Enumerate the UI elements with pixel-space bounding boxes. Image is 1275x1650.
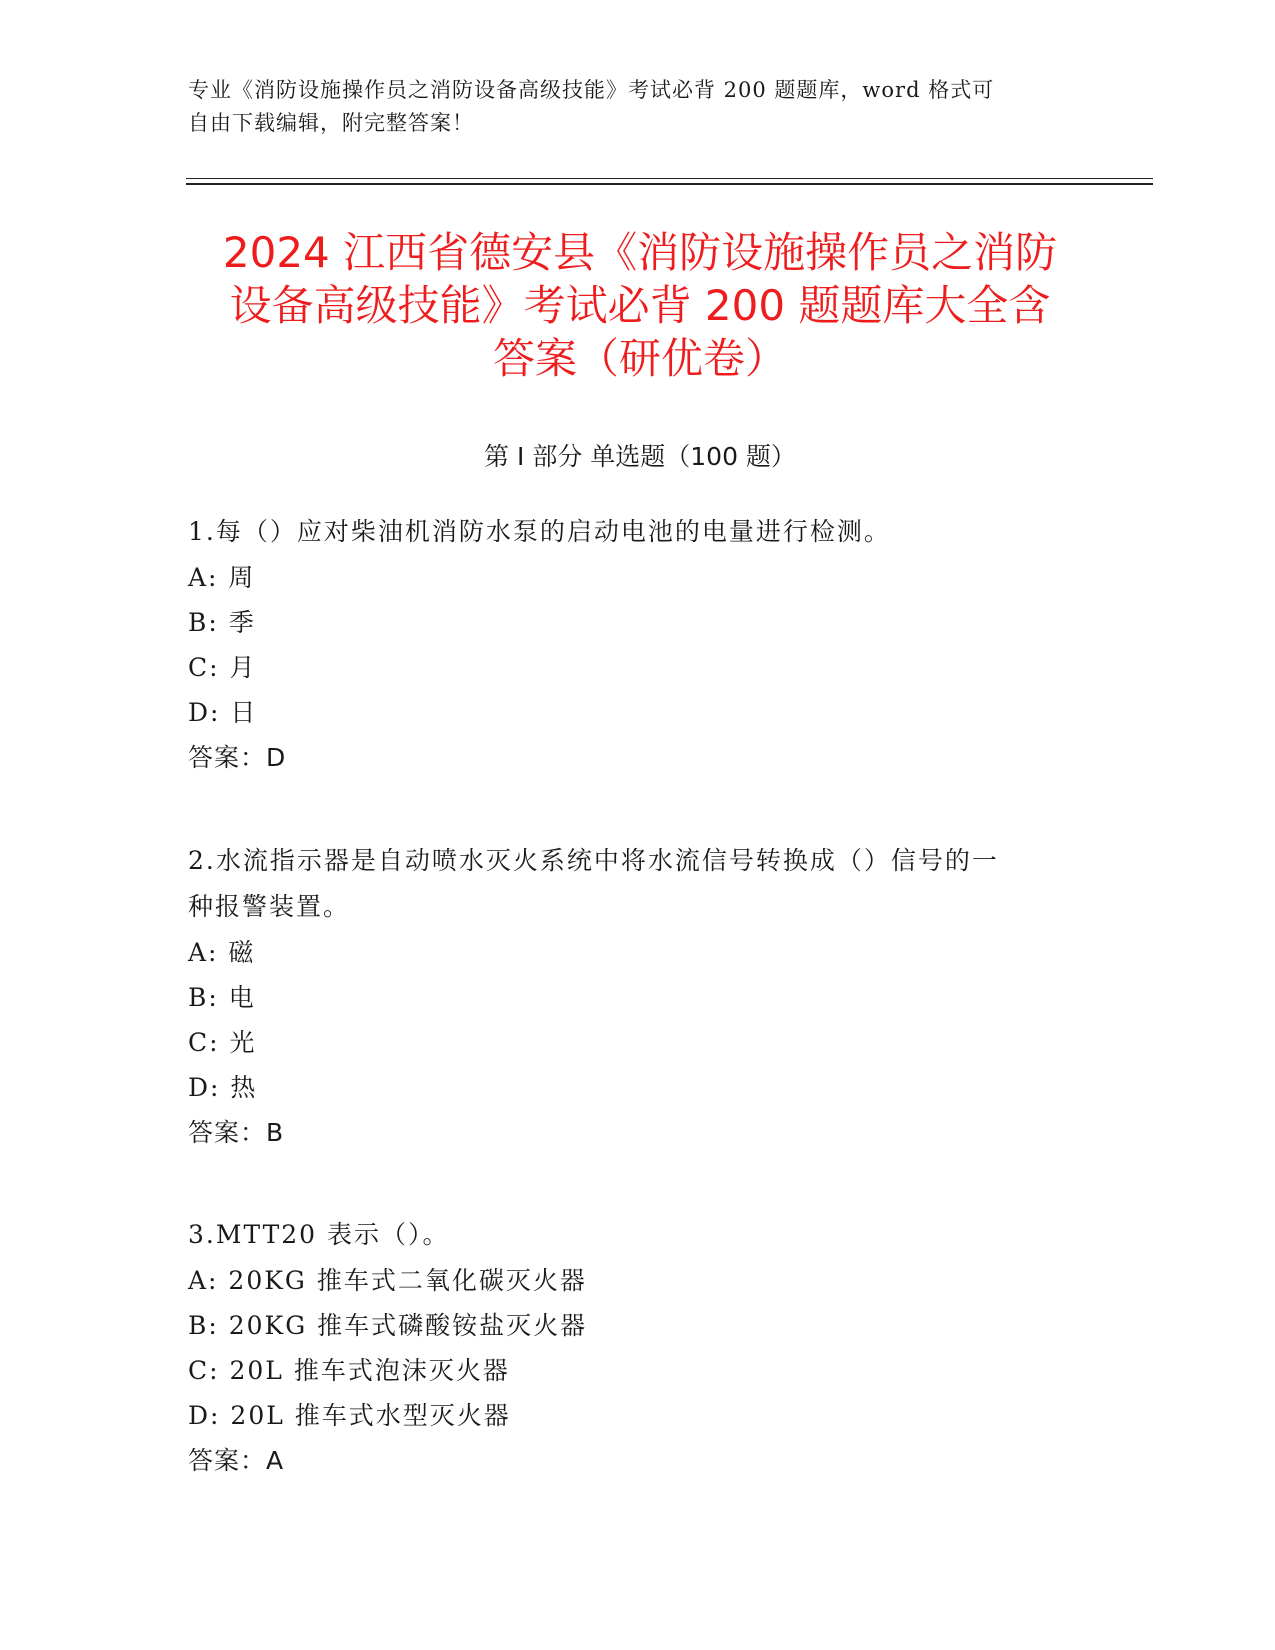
question-2-option-d: D: 热 bbox=[188, 1073, 258, 1102]
section-title: 第 I 部分 单选题（100 题） bbox=[484, 442, 796, 471]
question-2-stem-line-2: 种报警装置。 bbox=[188, 892, 351, 921]
question-1-option-c: C: 月 bbox=[188, 653, 257, 682]
question-3-option-c: C: 20L 推车式泡沫灭火器 bbox=[188, 1356, 510, 1385]
question-1-answer: 答案：D bbox=[188, 743, 287, 772]
question-3-option-d: D: 20L 推车式水型灭火器 bbox=[188, 1401, 511, 1430]
question-2-option-a: A: 磁 bbox=[188, 938, 256, 967]
question-2-option-c: C: 光 bbox=[188, 1028, 257, 1057]
question-3-answer: 答案：A bbox=[188, 1446, 285, 1475]
question-2-answer: 答案：B bbox=[188, 1118, 285, 1147]
question-3-stem: 3.MTT20 表示（）。 bbox=[188, 1220, 450, 1249]
question-3-option-a: A: 20KG 推车式二氧化碳灭火器 bbox=[188, 1266, 587, 1295]
question-1-option-d: D: 日 bbox=[188, 698, 258, 727]
question-3 bbox=[188, 1212, 1068, 1484]
document-title-line-1: 2024 江西省德安县《消防设施操作员之消防 bbox=[222, 228, 1058, 277]
document-title-line-2: 设备高级技能》考试必背 200 题题库大全含 bbox=[229, 281, 1051, 330]
question-2 bbox=[188, 838, 1068, 1156]
header-note-line-1: 专业《消防设施操作员之消防设备高级技能》考试必背 200 题题库，word 格式可 bbox=[188, 78, 995, 102]
document-title bbox=[150, 226, 1130, 385]
header-note-line-2: 自由下载编辑，附完整答案！ bbox=[188, 111, 474, 135]
document-title-line-3: 答案（研优卷） bbox=[492, 334, 787, 383]
question-3-option-b: B: 20KG 推车式磷酸铵盐灭火器 bbox=[188, 1311, 588, 1340]
header-note bbox=[188, 74, 1068, 140]
question-1 bbox=[188, 509, 1068, 781]
question-1-stem: 1.每（）应对柴油机消防水泵的启动电池的电量进行检测。 bbox=[188, 517, 891, 546]
question-2-stem-line-1: 2.水流指示器是自动喷水灭火系统中将水流信号转换成（）信号的一 bbox=[188, 846, 999, 875]
question-1-option-a: A: 周 bbox=[188, 563, 256, 592]
header-divider-thick bbox=[186, 183, 1153, 185]
header-divider-thin bbox=[186, 178, 1153, 179]
question-1-option-b: B: 季 bbox=[188, 608, 256, 637]
question-2-option-b: B: 电 bbox=[188, 983, 256, 1012]
